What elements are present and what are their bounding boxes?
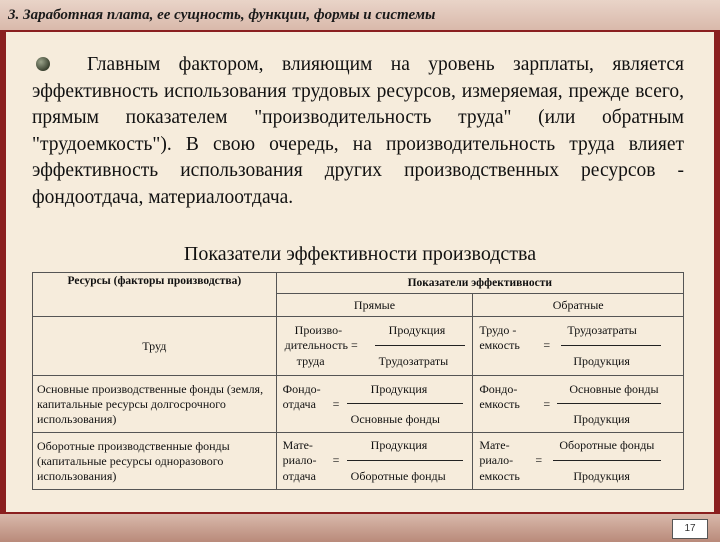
formula-name: емкость bbox=[479, 397, 520, 411]
fraction-line bbox=[347, 403, 463, 404]
title-bar bbox=[0, 0, 720, 32]
direct-formula-cell bbox=[276, 433, 473, 490]
footer-bar bbox=[0, 512, 720, 542]
formula-name: емкость bbox=[479, 469, 520, 483]
formula-numerator: Оборотные фонды bbox=[559, 438, 655, 452]
formula-name: отдача bbox=[282, 397, 316, 411]
formula-numerator: Основные фонды bbox=[569, 382, 659, 396]
formula-name: емкость bbox=[479, 338, 520, 352]
formula-numerator: Продукция bbox=[370, 382, 428, 396]
direct-formula-cell bbox=[276, 376, 473, 433]
equals-sign: = bbox=[332, 453, 340, 467]
formula-denominator: Трудозатраты bbox=[378, 354, 449, 368]
formula-name: Трудо - bbox=[479, 323, 517, 337]
formula-name: Произво- bbox=[294, 323, 343, 337]
formula-name: Мате- bbox=[479, 438, 510, 452]
formula-name: Фондо- bbox=[282, 382, 321, 396]
efficiency-table bbox=[32, 272, 684, 490]
formula-name: отдача bbox=[282, 469, 316, 483]
table-row bbox=[33, 433, 684, 490]
formula-denominator: Оборотные фонды bbox=[350, 469, 446, 483]
fraction-line bbox=[557, 403, 661, 404]
fraction-line bbox=[375, 345, 465, 346]
formula-numerator: Трудозатраты bbox=[567, 323, 637, 337]
fraction-line bbox=[347, 460, 463, 461]
formula-name: риало- bbox=[282, 453, 317, 467]
resource-cell: Труд bbox=[33, 317, 277, 376]
formula-denominator: Продукция bbox=[573, 412, 630, 426]
formula-denominator: Продукция bbox=[573, 354, 630, 368]
formula-name: Мате- bbox=[282, 438, 313, 452]
page-number: 17 bbox=[672, 519, 708, 539]
equals-sign: = bbox=[332, 397, 340, 411]
formula-numerator: Продукция bbox=[388, 323, 446, 337]
resource-cell: Оборотные производственные фонды (капитальные ресурсы одноразового использования) bbox=[33, 433, 277, 490]
fraction-line bbox=[553, 460, 661, 461]
header-resources: Ресурсы (факторы производства) bbox=[33, 273, 277, 317]
formula-denominator: Основные фонды bbox=[350, 412, 440, 426]
table-header-row bbox=[33, 273, 684, 294]
direct-formula-cell bbox=[276, 317, 473, 376]
resource-cell: Основные производственные фонды (земля, капитальные ресурсы долгосрочного использования) bbox=[33, 376, 277, 433]
equals-sign: = bbox=[543, 397, 551, 411]
inverse-formula-cell bbox=[473, 317, 684, 376]
header-indicators: Показатели эффективности bbox=[276, 273, 683, 294]
formula-numerator: Продукция bbox=[370, 438, 428, 452]
equals-sign: = bbox=[543, 338, 551, 352]
main-paragraph: Главным фактором, влияющим на уровень зарплаты, является эффективность использования трудовых ресурсов, измеряемая, прежде всего, прямым показателем "производительность труда" (или обратным "трудоемкость"). В свою очередь, на производительность труда влияет эффективность использования других производственных ресурсов - фондоотдача, материалоотдача. bbox=[32, 54, 684, 208]
formula-denominator: Продукция bbox=[573, 469, 630, 483]
fraction-line bbox=[561, 345, 661, 346]
equals-sign: = bbox=[535, 453, 543, 467]
formula-name: труда bbox=[296, 354, 325, 368]
inverse-formula-cell bbox=[473, 433, 684, 490]
table-caption: Показатели эффективности производства bbox=[183, 243, 537, 265]
inverse-formula-cell bbox=[473, 376, 684, 433]
slide-title: 3. Заработная плата, ее сущность, функции, формы и системы bbox=[8, 7, 436, 23]
table-row bbox=[33, 317, 684, 376]
formula-name: Фондо- bbox=[479, 382, 518, 396]
table-row bbox=[33, 376, 684, 433]
header-direct: Прямые bbox=[276, 294, 473, 317]
header-inverse: Обратные bbox=[473, 294, 684, 317]
formula-name: риало- bbox=[479, 453, 514, 467]
formula-name: дительность = bbox=[284, 338, 358, 352]
